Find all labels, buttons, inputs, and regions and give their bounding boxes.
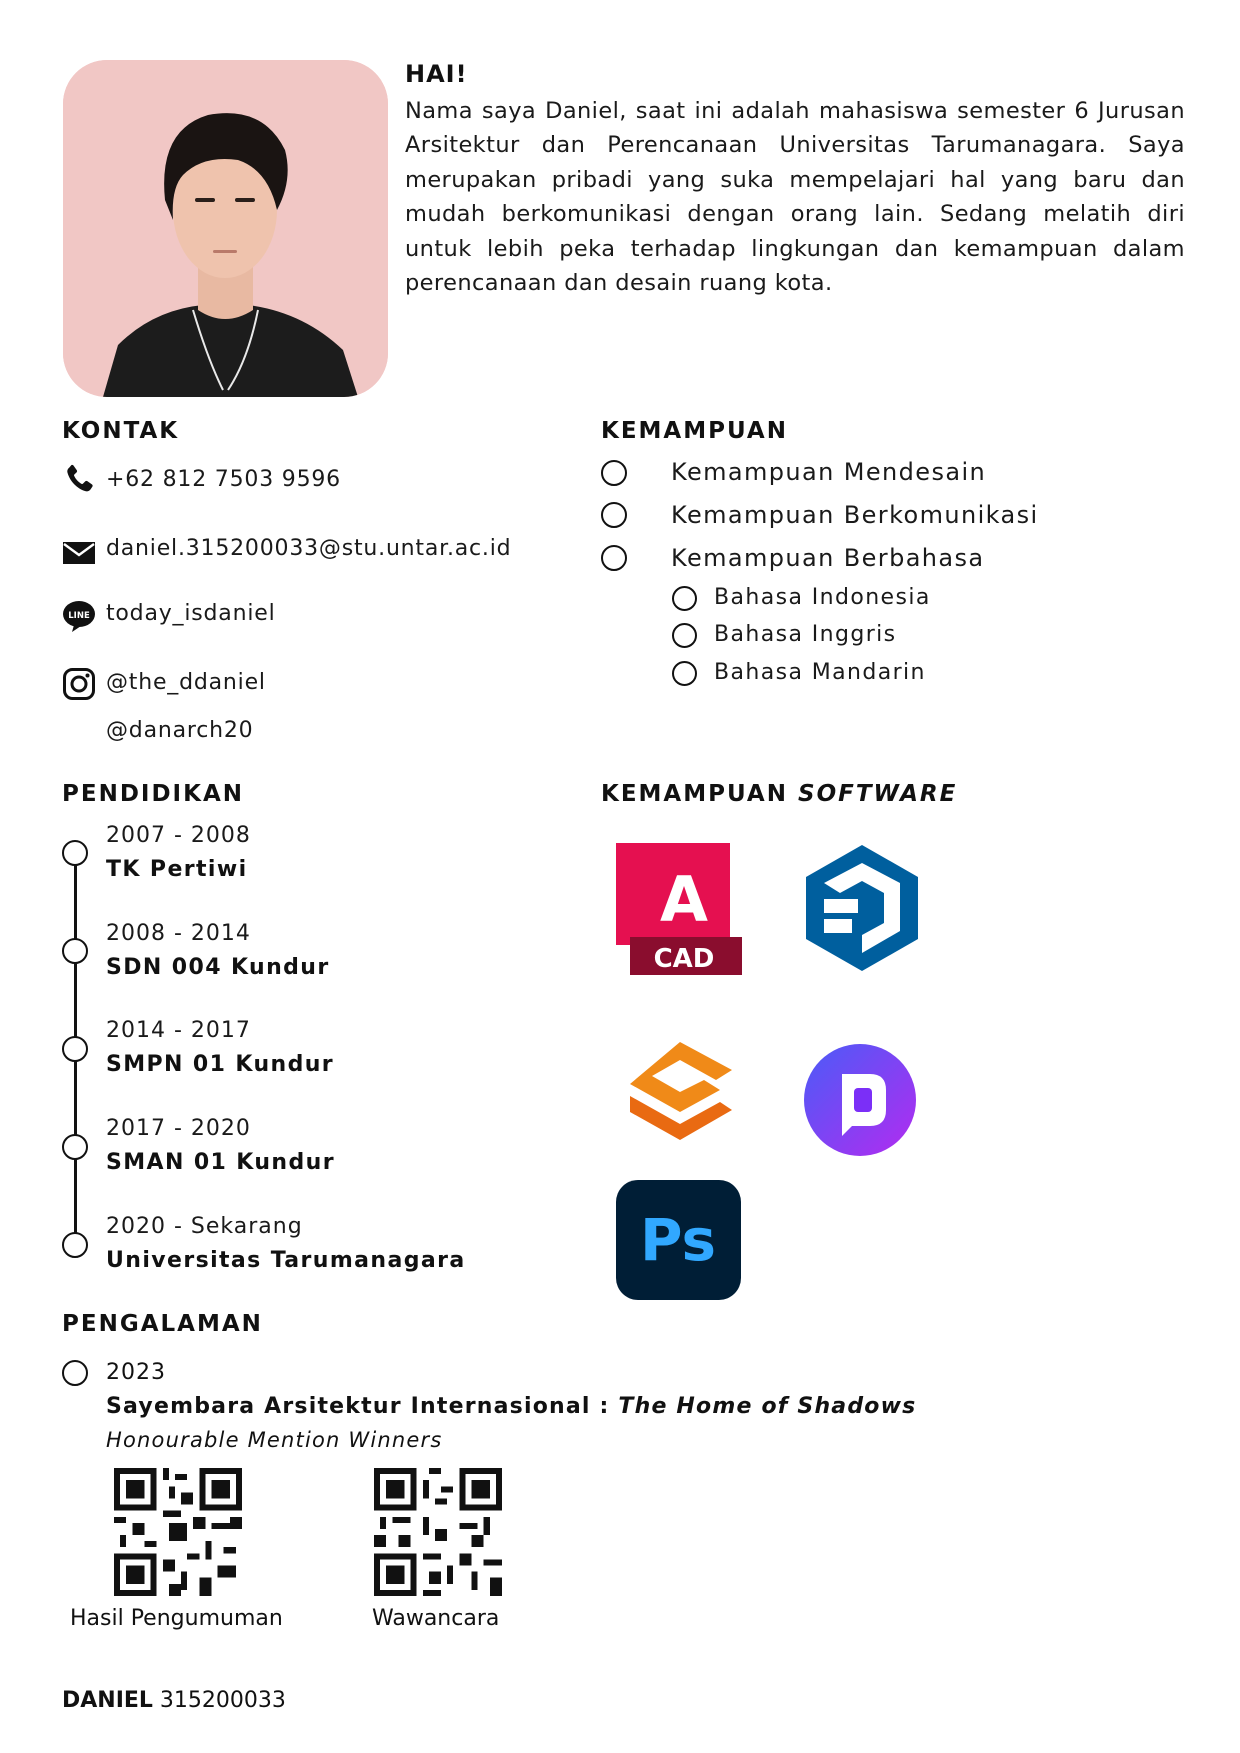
qr-caption: Wawancara bbox=[372, 1606, 500, 1631]
kemampuan-heading: KEMAMPUAN bbox=[601, 418, 788, 444]
language-bullet bbox=[672, 623, 697, 648]
photoshop-logo bbox=[616, 1180, 741, 1300]
intro-heading: HAI! bbox=[405, 60, 468, 88]
language-bullet bbox=[672, 661, 697, 686]
skill-item: Kemampuan Berbahasa bbox=[671, 544, 985, 572]
skill-bullet bbox=[601, 502, 627, 528]
language-bullet bbox=[672, 586, 697, 611]
timeline-node bbox=[62, 938, 88, 964]
svg-text:CAD: CAD bbox=[653, 944, 715, 974]
edu-school: SDN 004 Kundur bbox=[106, 955, 330, 980]
sketchup-logo bbox=[802, 843, 922, 973]
edu-school: Universitas Tarumanagara bbox=[106, 1248, 466, 1273]
timeline-node bbox=[62, 840, 88, 866]
edu-years: 2007 - 2008 bbox=[106, 823, 251, 848]
qr-caption: Hasil Pengumuman bbox=[70, 1606, 283, 1631]
footer-name-id: DANIEL 315200033 bbox=[62, 1688, 286, 1713]
instagram-handle-1[interactable]: @the_ddaniel bbox=[106, 670, 266, 695]
edu-years: 2008 - 2014 bbox=[106, 921, 251, 946]
kontak-heading: KONTAK bbox=[62, 418, 180, 444]
skill-item: Kemampuan Berkomunikasi bbox=[671, 501, 1039, 529]
timeline-node bbox=[62, 1134, 88, 1160]
timeline-node bbox=[62, 1232, 88, 1258]
phone-icon bbox=[62, 462, 96, 496]
skill-bullet bbox=[601, 460, 627, 486]
pendidikan-heading: PENDIDIKAN bbox=[62, 781, 244, 807]
line-icon bbox=[62, 599, 96, 633]
phone-number[interactable]: +62 812 7503 9596 bbox=[106, 467, 341, 492]
edu-years: 2017 - 2020 bbox=[106, 1116, 251, 1141]
experience-bullet bbox=[62, 1360, 88, 1386]
edu-school: SMPN 01 Kundur bbox=[106, 1052, 335, 1077]
svg-text:LINE: LINE bbox=[68, 611, 90, 621]
instagram-handle-2[interactable]: @danarch20 bbox=[106, 718, 254, 743]
timeline-node bbox=[62, 1036, 88, 1062]
qr-code-hasil-pengumuman[interactable] bbox=[114, 1468, 242, 1596]
mail-icon bbox=[62, 536, 96, 570]
language-item: Bahasa Inggris bbox=[714, 622, 897, 647]
d5-render-logo bbox=[804, 1044, 916, 1156]
experience-subtitle: Honourable Mention Winners bbox=[106, 1428, 443, 1452]
instagram-icon bbox=[62, 667, 96, 701]
enscape-logo bbox=[626, 1040, 734, 1142]
profile-photo bbox=[63, 60, 388, 397]
language-item: Bahasa Mandarin bbox=[714, 660, 926, 685]
intro-paragraph: Nama saya Daniel, saat ini adalah mahasiswa semester 6 Jurusan Arsitektur dan Perencanaan Universitas Tarumanagara. Saya merupakan pribadi yang suka mempelajari hal yang baru dan mudah berkomunikasi dengan orang lain. Sedang melatih diri untuk lebih peka terhadap lingkungan dan kemampuan dalam perencanaan dan desain ruang kota. bbox=[405, 98, 1185, 297]
svg-text:Ps: Ps bbox=[639, 1206, 717, 1274]
experience-title: Sayembara Arsitektur Internasional : The Home of Shadows bbox=[106, 1394, 917, 1419]
qr-code-wawancara[interactable] bbox=[374, 1468, 502, 1596]
skill-item: Kemampuan Mendesain bbox=[671, 458, 987, 486]
line-id[interactable]: today_isdaniel bbox=[106, 601, 276, 626]
edu-school: TK Pertiwi bbox=[106, 857, 248, 882]
autocad-logo bbox=[616, 843, 742, 975]
email-address[interactable]: daniel.315200033@stu.untar.ac.id bbox=[106, 536, 512, 561]
software-heading: KEMAMPUAN SOFTWARE bbox=[601, 781, 958, 807]
experience-year: 2023 bbox=[106, 1360, 166, 1385]
skill-bullet bbox=[601, 545, 627, 571]
language-item: Bahasa Indonesia bbox=[714, 585, 931, 610]
edu-years: 2020 - Sekarang bbox=[106, 1214, 303, 1239]
edu-years: 2014 - 2017 bbox=[106, 1018, 251, 1043]
pengalaman-heading: PENGALAMAN bbox=[62, 1311, 263, 1337]
svg-text:A: A bbox=[660, 863, 708, 936]
edu-school: SMAN 01 Kundur bbox=[106, 1150, 335, 1175]
